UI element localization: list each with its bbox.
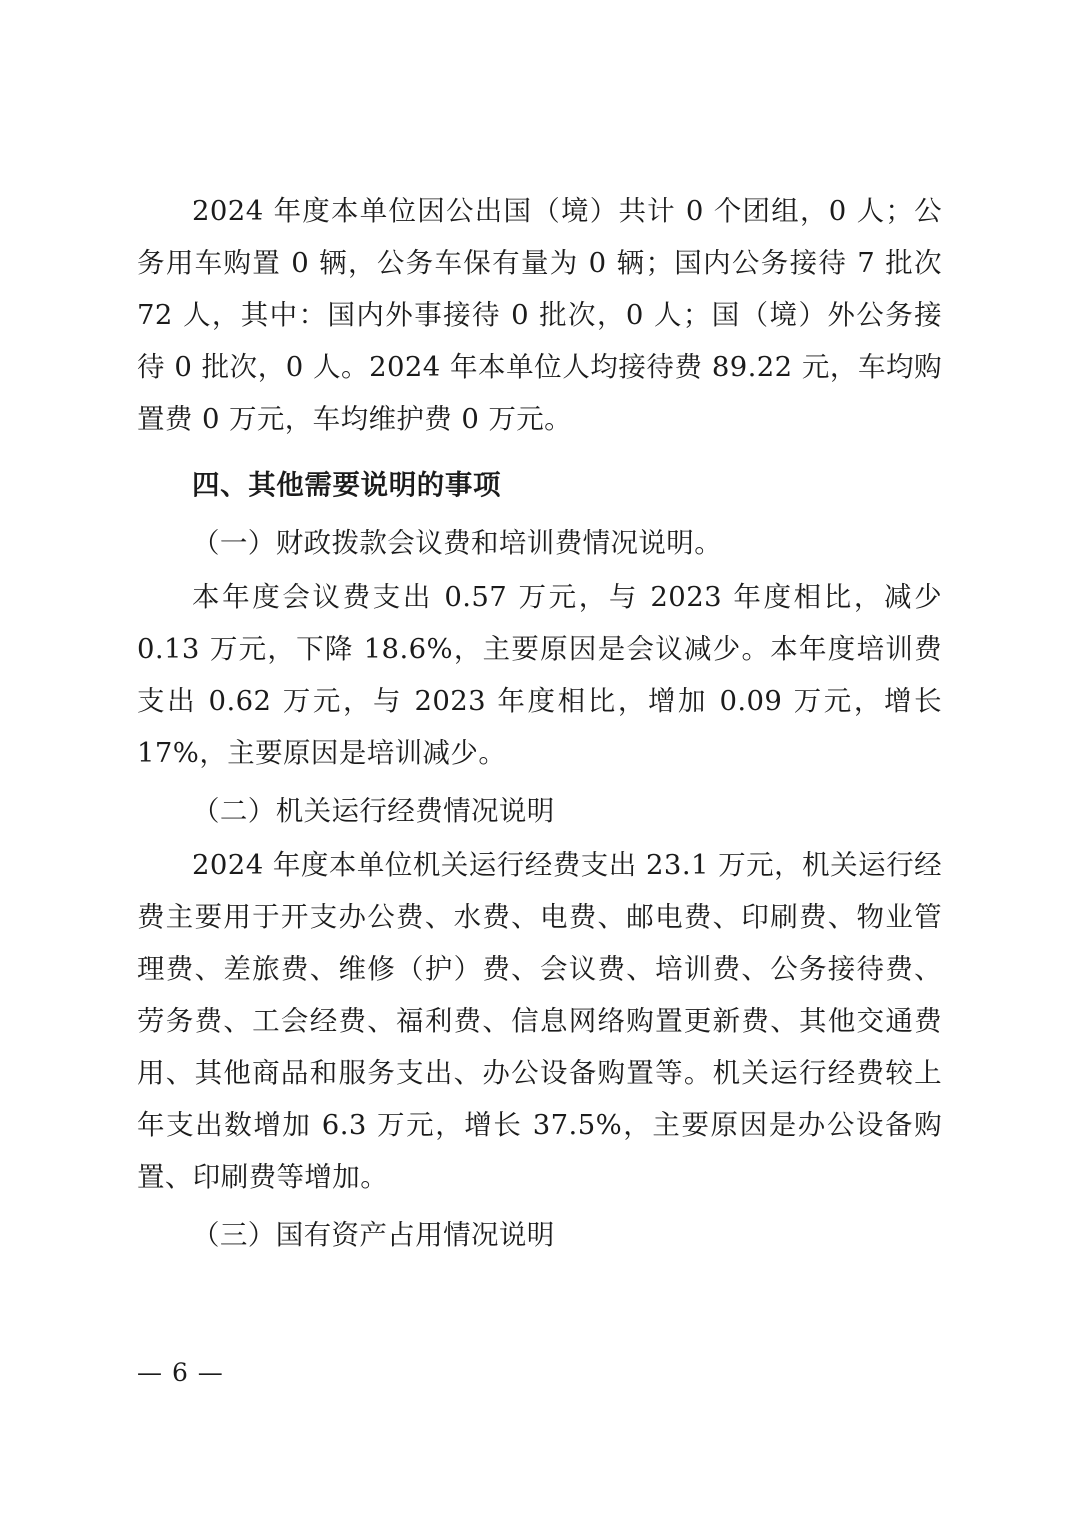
subsection-body-operating-expenses: 2024 年度本单位机关运行经费支出 23.1 万元，机关运行经费主要用于开支办公费、水费、电费、邮电费、印刷费、物业管理费、差旅费、维修（护）费、会议费、培训费、公务接待费、劳务费、工会经费、福利费、信息网络购置更新费、其他交通费用、其他商品和服务支出、办公设备购置等。机关运行经费较上年支出数增加 6.3 万元，增长 37.5%，主要原因是办公设备购置、印刷费等增加。 xyxy=(137,849,942,1193)
page-number: — 6 — xyxy=(137,1358,224,1387)
subsection-body-meeting-training-fees: 本年度会议费支出 0.57 万元，与 2023 年度相比，减少 0.13 万元，下降 18.6%，主要原因是会议减少。本年度培训费支出 0.62 万元，与 2023 年度相比，增加 0.09 万元，增长 17%，主要原因是培训减少。 xyxy=(137,581,942,769)
section-heading-other-matters: 四、其他需要说明的事项 xyxy=(192,469,502,501)
subsection-heading-meeting-training-fees: （一）财政拨款会议费和培训费情况说明。 xyxy=(192,527,723,559)
paragraph-overseas-travel-and-vehicles: 2024 年度本单位因公出国（境）共计 0 个团组，0 人；公务用车购置 0 辆，公务车保有量为 0 辆；国内公务接待 7 批次 72 人，其中：国内外事接待 0 批次，0 人；国（境）外公务接待 0 批次，0 人。2024 年本单位人均接待费 89.22 元，车均购置费 0 万元，车均维护费 0 万元。 xyxy=(137,195,942,435)
subsection-heading-state-owned-assets: （三）国有资产占用情况说明 xyxy=(192,1219,555,1251)
page-content xyxy=(137,185,942,1263)
subsection-heading-operating-expenses: （二）机关运行经费情况说明 xyxy=(192,795,555,827)
